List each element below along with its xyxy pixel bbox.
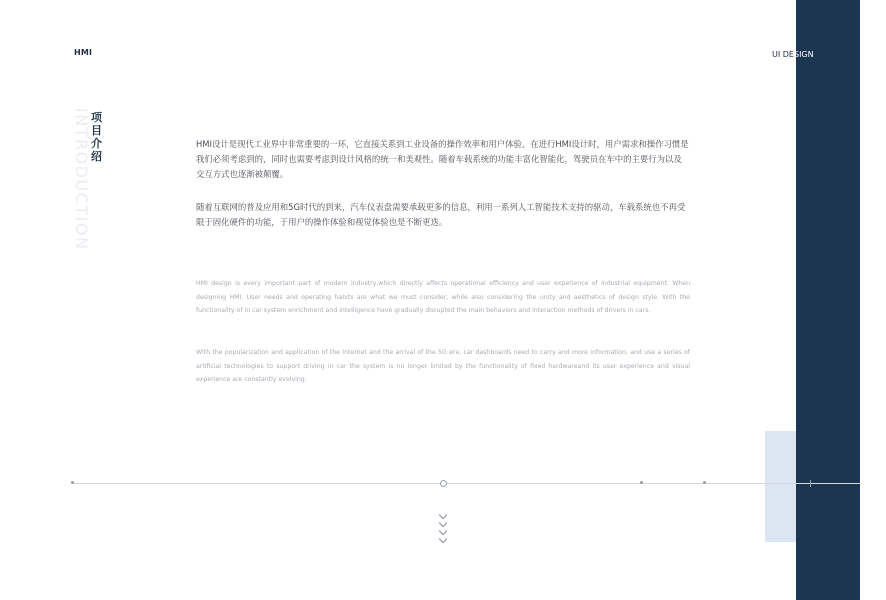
intro-en-paragraph-2: With the popularization and application of the Internet and the arrival of the 5G era, car dashboards need to carry and more information, and use a series of artificial technologies to support driving in car the system is no longer limited by the functionality of fixed hardwareand its user experience and visual experience are constantly evolving. <box>196 349 690 383</box>
intro-cn-paragraph-2: 随着互联网的普及应用和5G时代的到来，汽车仪表盘需要承载更多的信息，利用一系列人工智能技术支持的驱动，车载系统也不再受限于固化硬件的功能，于用户的操作体验和视觉体验也是不断更迭。 <box>196 202 686 227</box>
side-title-chinese: 项目介绍 <box>91 111 102 163</box>
light-blue-panel <box>765 431 796 542</box>
timeline-dot <box>703 481 706 484</box>
timeline-dot <box>640 481 643 484</box>
section-tag <box>772 50 814 59</box>
timeline-end-tick <box>810 480 811 487</box>
brand-logo-text: HMI <box>74 48 93 57</box>
intro-en-paragraph-1: HMI design is every important part of modern industry,which directly affects operational efficiency and user experience of industrial equipment. When designing HMI, User needs and operating habits are what we must consider, while also considering the unity and aesthetics of design style. With the functionality of in car system enrichment and intelligence have gradually disrupted the main behaviors and interaction methods of drivers in cars. <box>196 280 690 314</box>
timeline-line <box>72 483 860 484</box>
scroll-down-indicator[interactable] <box>437 512 449 544</box>
section-tag-part-dark: SIGN <box>793 50 814 59</box>
navy-side-band <box>793 0 860 600</box>
center-marker-icon <box>440 480 447 487</box>
section-tag-part-light: UI DE <box>772 50 794 59</box>
side-title-english: INTRODUCTION <box>72 108 91 251</box>
intro-cn-paragraph-1: HMI设计是现代工业界中非常重要的一环，它直接关系到工业设备的操作效率和用户体验。在进行HMI设计时，用户需求和操作习惯是我们必须考虑到的，同时也需要考虑到设计风格的统一和美观性。随着车载系统的功能丰富化智能化，驾驶员在车中的主要行为以及交互方式也逐渐被颠覆。 <box>196 139 689 179</box>
timeline-dot-start <box>71 481 74 484</box>
chevron-down-icon <box>439 535 447 543</box>
